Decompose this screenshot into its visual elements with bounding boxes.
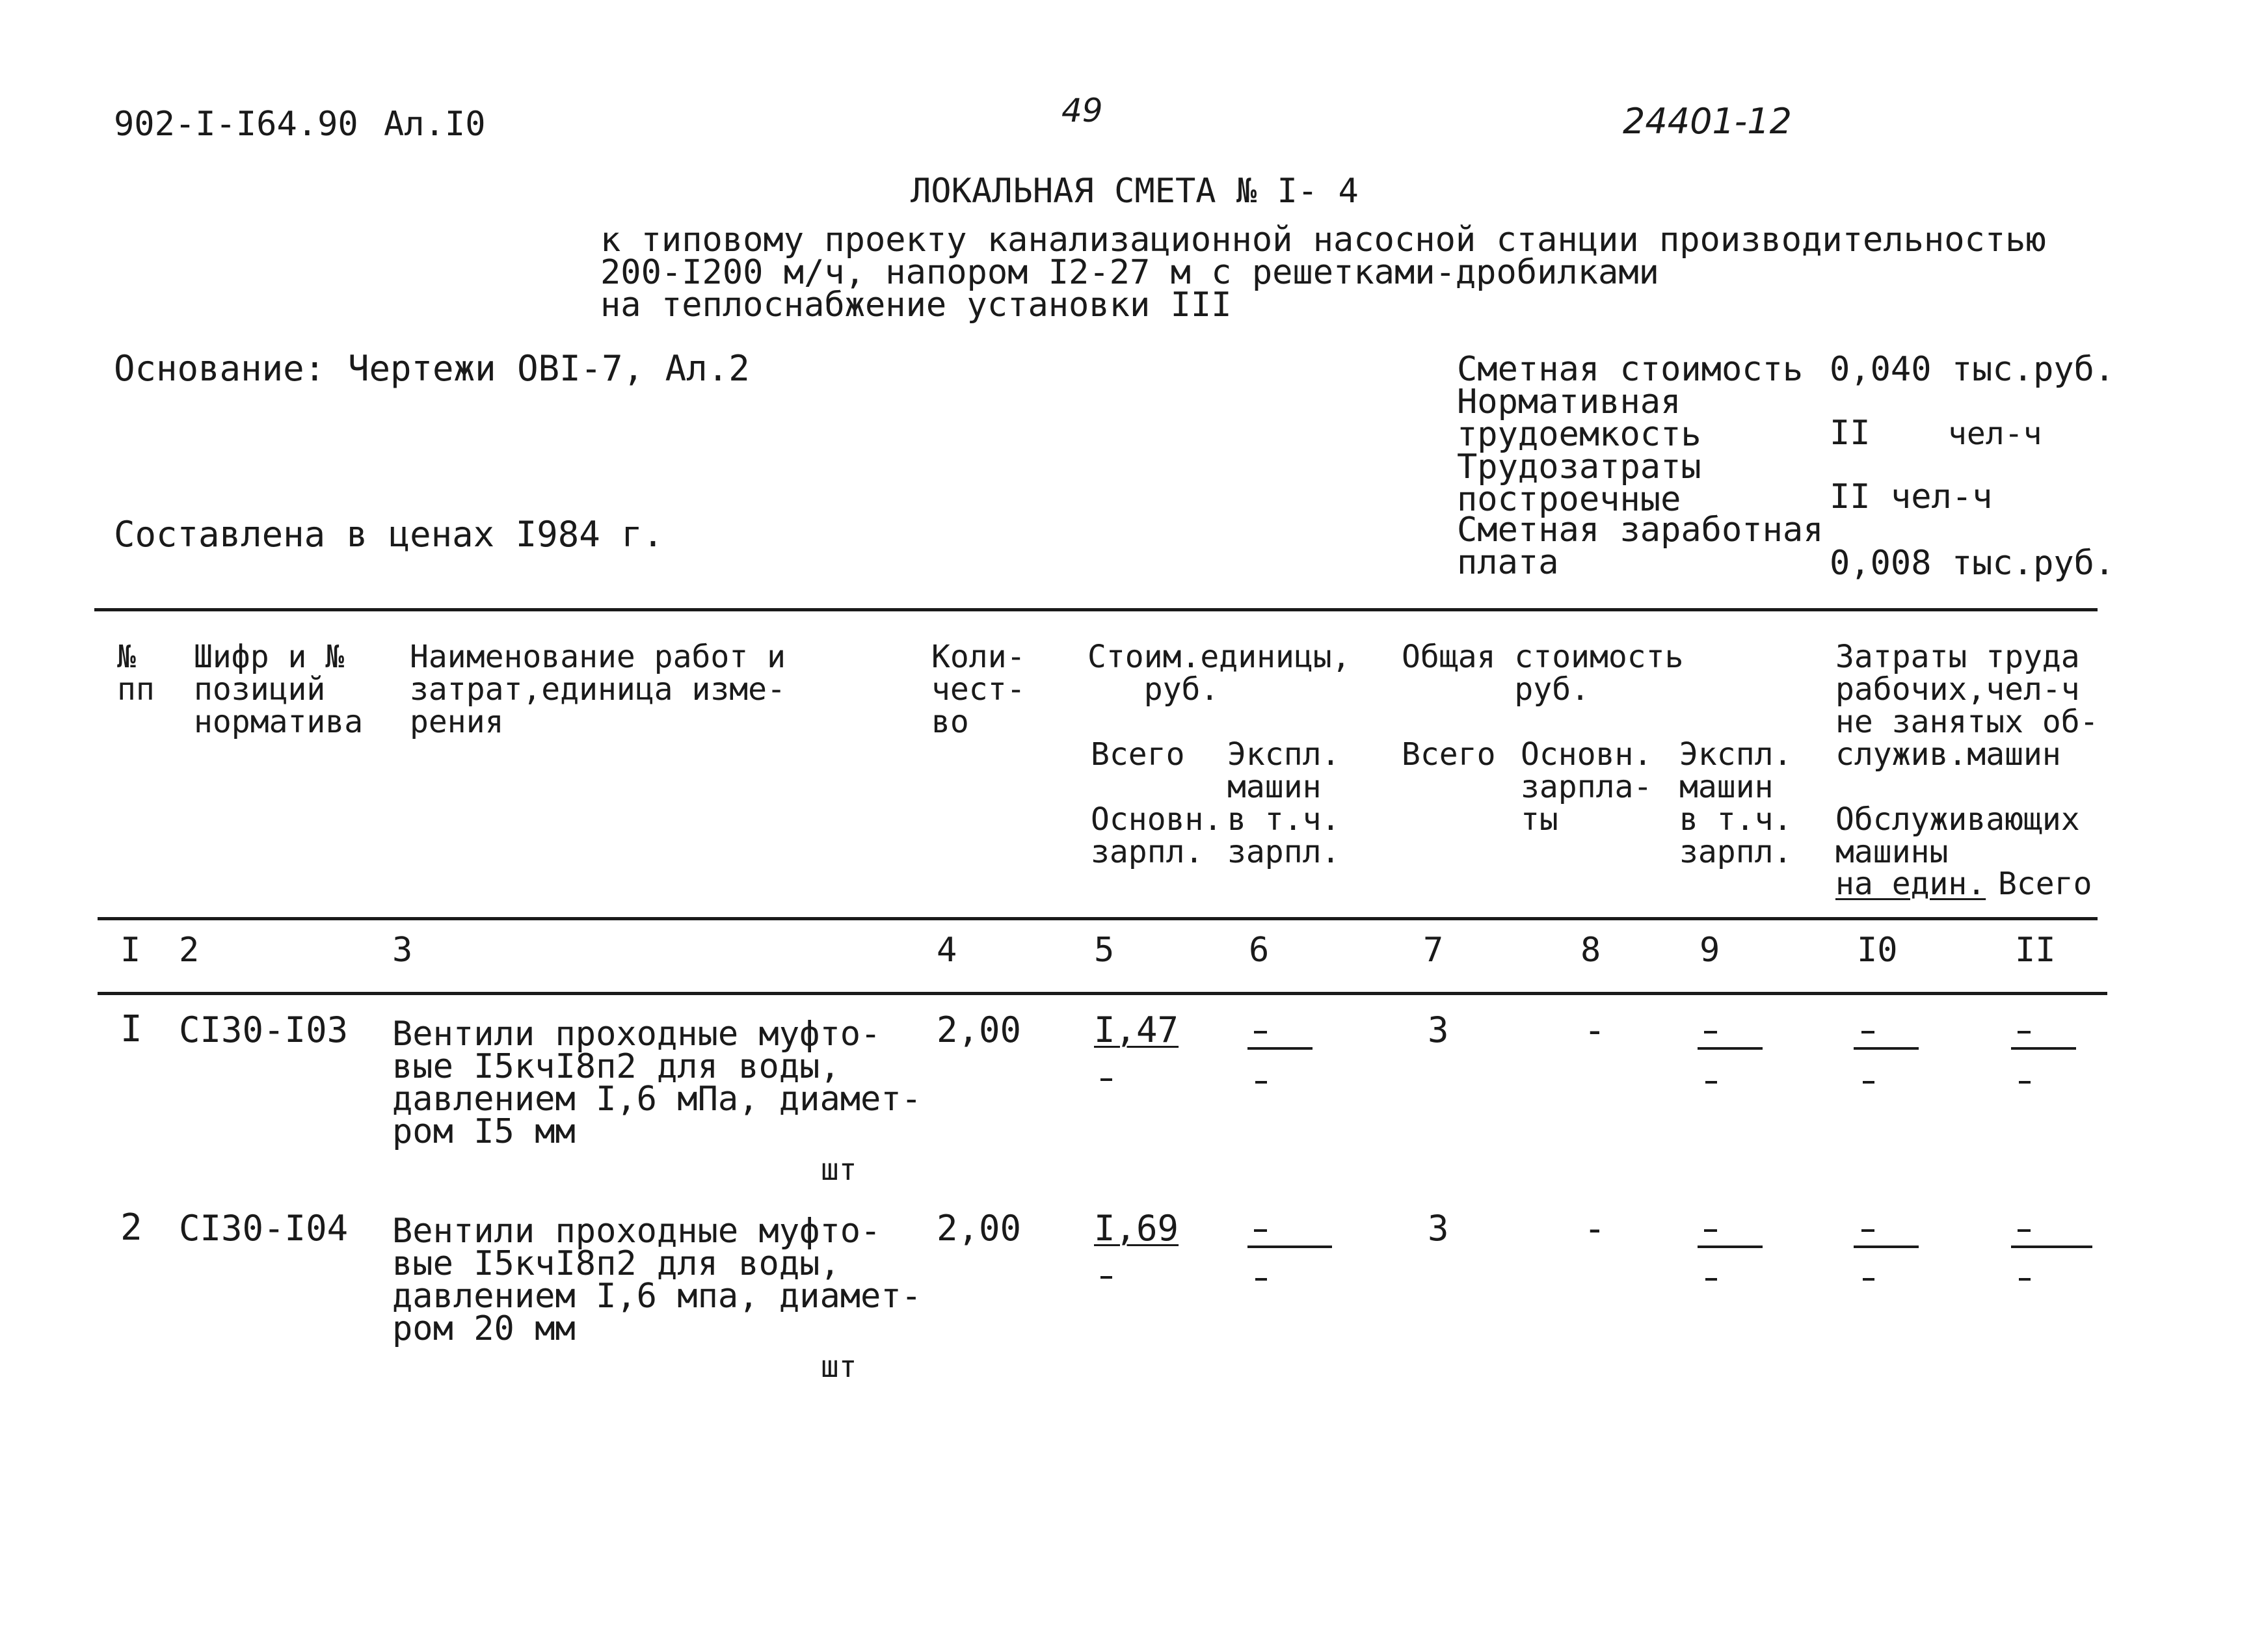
empty-value-dash	[1698, 1246, 1763, 1248]
header-code: Шифр и № позиций норматива	[194, 639, 364, 740]
row-2-unit-cost: I,69	[1094, 1208, 1179, 1249]
row-2-name: Вентили проходные муфто- вые I5кчI8п2 для воды, давлением I,6 мпа, диамет- ром 20 мм	[392, 1212, 922, 1348]
row-1-unit-cost: I,47	[1094, 1009, 1179, 1050]
header-bottom-rule	[98, 917, 2098, 920]
estimated-cost-label: Сметная стоимость	[1457, 350, 1804, 389]
price-basis: Составлена в ценах I984 г.	[114, 514, 664, 555]
row-1-total-wage: -	[1584, 1009, 1606, 1052]
column-number: 6	[1249, 931, 1270, 970]
header-total-wage: Основн. зарпла- ты	[1521, 736, 1653, 838]
basis-value: Чертежи OBI-7, Ал.2	[348, 348, 750, 389]
row-2-unit: шт	[821, 1349, 857, 1384]
labor-norm-value: II	[1830, 414, 1871, 453]
empty-value-dash	[1861, 1229, 1874, 1232]
row-1-code: CI30-I03	[179, 1009, 349, 1050]
wage-label: Сметная заработная плата	[1457, 511, 1824, 582]
empty-value-dash	[2019, 1081, 2031, 1084]
empty-value-dash	[2019, 1278, 2031, 1281]
empty-value-dash	[1704, 1229, 1717, 1232]
empty-value-dash	[2011, 1047, 2076, 1050]
header-unit-total: Всего Основн. зарпл.	[1091, 736, 1223, 870]
empty-value-dash	[2011, 1246, 2092, 1248]
project-code: 902-I-I64.90	[114, 105, 358, 144]
row-1-qty: 2,00	[937, 1009, 1022, 1050]
column-numbers-rule	[98, 992, 2107, 995]
labor-norm-label: Нормативная трудоемкость	[1457, 382, 1701, 454]
row-2-total-wage: -	[1584, 1208, 1606, 1250]
empty-value-dash	[1247, 1047, 1313, 1050]
row-2-num: 2	[120, 1206, 142, 1249]
estimated-cost-value: 0,040 тыс.руб.	[1830, 350, 2115, 389]
empty-value-dash	[1255, 1278, 1267, 1281]
row-1-unit: шт	[821, 1152, 857, 1187]
labor-site-label: Трудозатраты построечные	[1457, 447, 1701, 519]
empty-value-dash	[1854, 1246, 1919, 1248]
header-total-cost: Общая стоимость руб.	[1402, 639, 1684, 708]
wage-value: 0,008 тыс.руб.	[1830, 544, 2115, 583]
empty-value-dash	[1705, 1081, 1717, 1084]
table-top-rule	[94, 608, 2098, 611]
empty-value-dash	[1698, 1047, 1763, 1050]
subtitle-line-3: на теплоснабжение установки III	[600, 286, 1232, 325]
header-unit-machine: Экспл. машин в т.ч. зарпл.	[1227, 736, 1340, 870]
header-labor-per-unit: на един.	[1835, 866, 1986, 902]
header-qty: Коли- чест- во	[931, 639, 1026, 740]
header-num: № пп	[117, 639, 155, 708]
empty-value-dash	[1255, 1081, 1267, 1084]
column-number: 9	[1700, 931, 1720, 970]
header-labor: Затраты труда рабочих,чел-ч не занятых об- служив.машин Обслуживающих машины	[1835, 639, 2099, 870]
column-number: 4	[937, 931, 957, 970]
column-number: II	[2015, 931, 2056, 970]
document-title: ЛОКАЛЬНАЯ СМЕТА № I- 4	[911, 172, 1359, 211]
header-labor-total: Всего	[1998, 866, 2092, 902]
column-number: 3	[392, 931, 413, 970]
empty-value-dash	[1254, 1031, 1267, 1033]
empty-value-dash	[1861, 1031, 1874, 1033]
row-2-total: 3	[1428, 1208, 1449, 1249]
header-name: Наименование работ и затрат,единица изме- рения	[410, 639, 786, 740]
empty-value-dash	[1705, 1278, 1717, 1281]
subtitle-line-2: 200-I200 м/ч, напором I2-27 м с решетками-дробилками	[600, 253, 1659, 292]
column-number: 2	[179, 931, 200, 970]
subtitle-line-1: к типовому проекту канализационной насосной станции производительностью	[600, 220, 2046, 260]
header-total-machine: Экспл. машин в т.ч. зарпл.	[1679, 736, 1793, 870]
album-label: Ал.I0	[384, 105, 486, 144]
column-number: I	[120, 931, 141, 970]
row-2-code: CI30-I04	[179, 1208, 349, 1249]
empty-value-dash	[1863, 1278, 1874, 1281]
row-1-num: I	[120, 1008, 142, 1050]
labor-site-value: II чел-ч	[1830, 477, 1993, 516]
empty-value-dash	[1100, 1078, 1112, 1081]
labor-norm-unit: чел-ч	[1948, 416, 2042, 452]
empty-value-dash	[1254, 1229, 1267, 1232]
header-total-all: Всего	[1402, 736, 1496, 773]
column-number: 8	[1580, 931, 1601, 970]
empty-value-dash	[1100, 1276, 1112, 1279]
empty-value-dash	[1704, 1031, 1717, 1033]
row-2-qty: 2,00	[937, 1208, 1022, 1249]
column-number: 5	[1094, 931, 1115, 970]
empty-value-dash	[1863, 1081, 1874, 1084]
empty-value-dash	[2018, 1031, 2031, 1033]
document-number: 24401-12	[1623, 101, 1792, 142]
row-1-total: 3	[1428, 1009, 1449, 1050]
column-number: 7	[1423, 931, 1444, 970]
empty-value-dash	[2018, 1229, 2031, 1232]
header-unit-cost: Стоим.единицы, руб.	[1087, 639, 1351, 708]
empty-value-dash	[1854, 1047, 1919, 1050]
empty-value-dash	[1247, 1246, 1332, 1248]
column-number: I0	[1857, 931, 1898, 970]
row-1-name: Вентили проходные муфто- вые I5кчI8п2 для воды, давлением I,6 мПа, диамет- ром I5 мм	[392, 1015, 922, 1151]
page-number: 49	[1061, 92, 1103, 129]
basis-label: Основание:	[114, 348, 326, 389]
